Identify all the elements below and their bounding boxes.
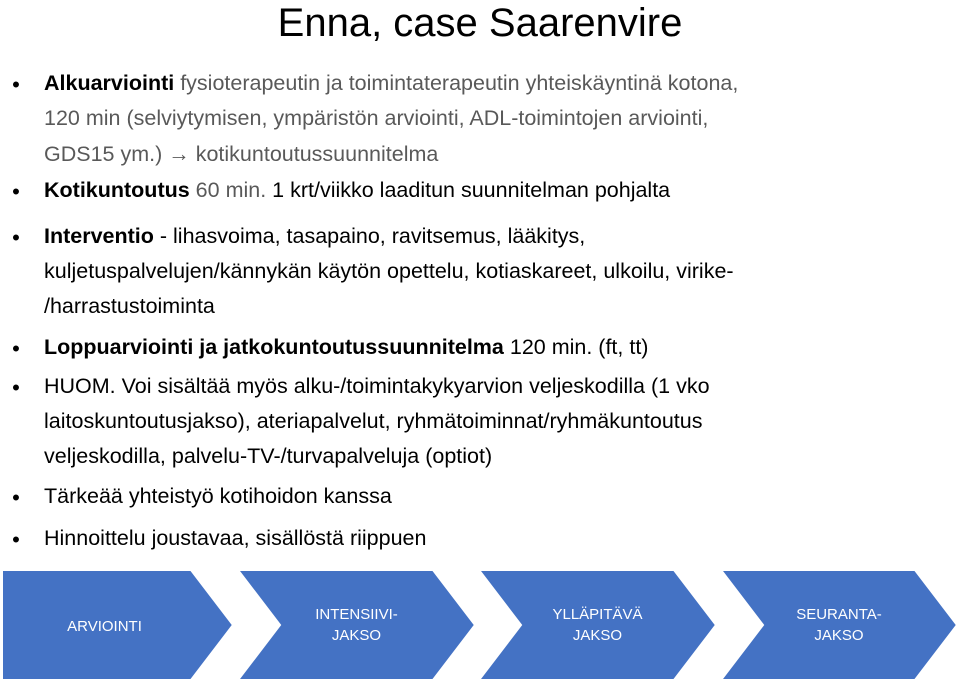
bullet-line <box>44 521 960 555</box>
bullet-line <box>44 289 960 323</box>
bullet-line <box>44 404 960 438</box>
bullet-text-segment: Tärkeää yhteistyö kotihoidon kanssa <box>44 484 392 508</box>
bullet-text-segment: - lihasvoima, tasapaino, ravitsemus, lääkitys, <box>153 224 586 248</box>
bullet-text-segment: Kotikuntoutus <box>44 178 190 202</box>
bullet-text-segment: veljeskodilla, palvelu-TV-/turvapalveluja (optiot) <box>44 444 493 468</box>
process-step-label-line: JAKSO <box>814 627 864 644</box>
process-step-label <box>774 604 904 646</box>
bullet-line <box>44 330 960 364</box>
bullet-text-segment: 120 min (selviytymisen, ympäristön arviointi, ADL-toimintojen arviointi, <box>44 106 709 130</box>
bullet-text-segment: Interventio <box>44 224 154 248</box>
process-chevron-bar <box>0 565 960 687</box>
bullet-line <box>44 173 960 207</box>
bullet-text-segment: GDS15 ym.) → kotikuntoutussuunnitelma <box>44 142 439 166</box>
process-step-label <box>292 604 422 646</box>
bullet-line <box>44 137 960 171</box>
bullet-text-segment: Loppuarviointi ja jatkokuntoutussuunnitelma <box>44 335 504 359</box>
bullet-text-segment: 1 krt/viikko laaditun suunnitelman pohjalta <box>266 178 671 202</box>
bullet-line <box>44 439 960 473</box>
bullet-marker: • <box>12 527 20 552</box>
process-step-label-line: SEURANTA- <box>796 606 882 623</box>
bullet-text-segment: 60 min. <box>189 178 267 202</box>
page-title: Enna, case Saarenvire <box>277 1 683 45</box>
process-step-label-line: JAKSO <box>331 627 382 644</box>
bullet-line <box>44 101 960 135</box>
bullet-text-segment: HUOM. Voi sisältää myös alku-/toimintakykyarvion veljeskodilla (1 vko <box>44 374 710 398</box>
bullet-text-segment: Alkuarviointi <box>44 71 175 95</box>
bullet-line <box>44 66 960 100</box>
process-step-label <box>533 604 663 646</box>
process-step-label-line: INTENSIIVI- <box>315 606 398 623</box>
process-step-label <box>40 616 170 637</box>
bullet-line <box>44 219 960 253</box>
bullet-text-segment: kuljetuspalvelujen/kännykän käytön opettelu, kotiaskareet, ulkoilu, virike- <box>44 259 734 283</box>
bullet-text-segment: /harrastustoiminta <box>44 294 215 318</box>
bullet-marker: • <box>12 225 20 250</box>
bullet-marker: • <box>12 336 20 361</box>
process-step-label-line: YLLÄPITÄVÄ <box>552 606 643 623</box>
bullet-line <box>44 254 960 288</box>
process-step-label-line: JAKSO <box>572 627 623 644</box>
bullet-marker: • <box>12 179 20 204</box>
bullet-text-segment: 120 min. (ft, tt) <box>503 335 649 359</box>
bullet-marker: • <box>12 485 20 510</box>
process-step-label-line: ARVIOINTI <box>67 617 142 635</box>
bullet-text-segment: laitoskuntoutusjakso), ateriapalvelut, ryhmätoiminnat/ryhmäkuntoutus <box>44 409 703 433</box>
bullet-text-segment: fysioterapeutin ja toimintaterapeutin yhteiskäyntinä kotona, <box>174 71 739 95</box>
bullet-marker: • <box>12 375 20 400</box>
bullet-line <box>44 369 960 403</box>
bullet-marker: • <box>12 72 20 97</box>
bullet-line <box>44 479 960 513</box>
bullet-text-segment: Hinnoittelu joustavaa, sisällöstä riippuen <box>44 526 427 550</box>
